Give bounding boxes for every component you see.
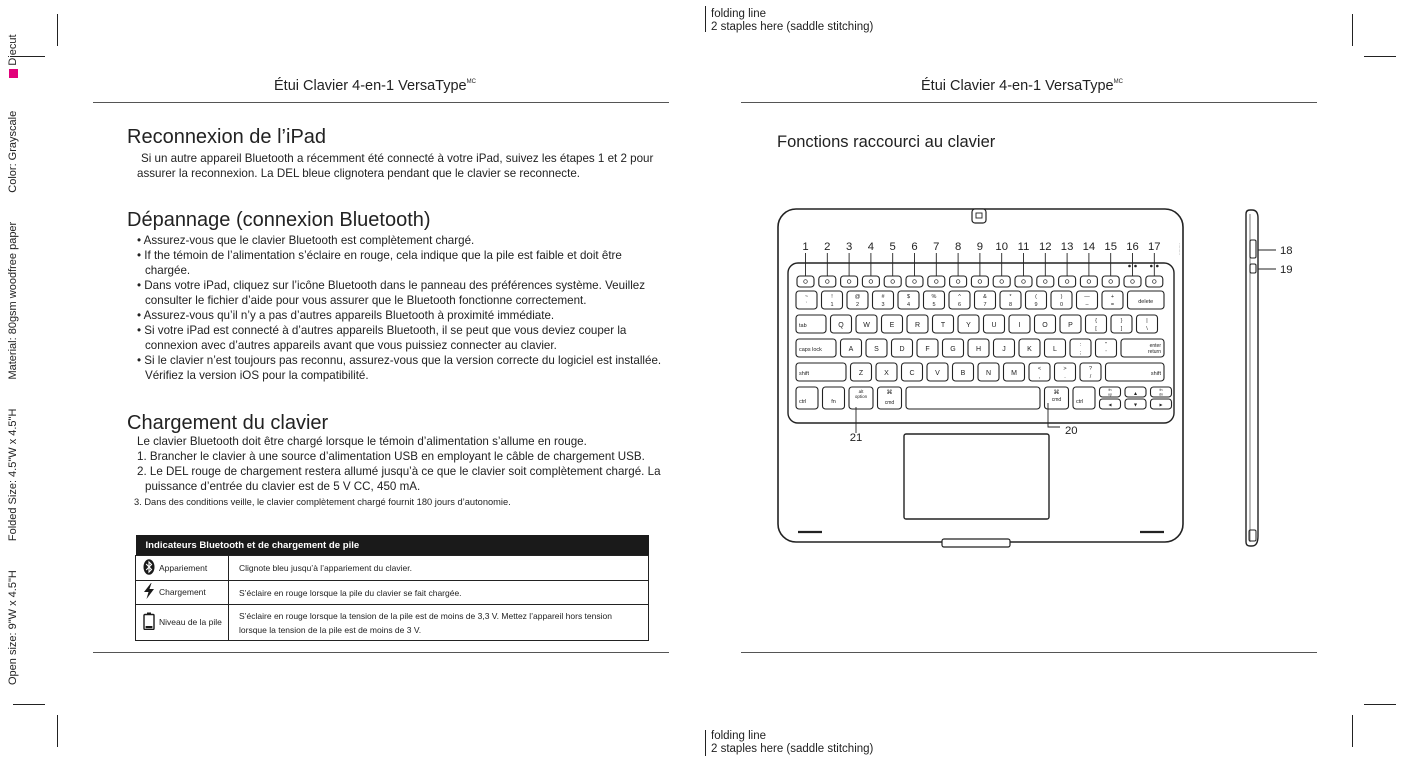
key-label-lower: – bbox=[1085, 302, 1089, 308]
side-profile bbox=[1246, 210, 1258, 546]
key-label: Q bbox=[838, 322, 844, 329]
function-key bbox=[862, 276, 879, 287]
key-label: K bbox=[1027, 346, 1032, 353]
fn-key bbox=[823, 387, 845, 409]
list-item: 3. Dans des conditions veille, le clavier complètement chargé fournit 180 jours d’autonomie. bbox=[134, 497, 511, 507]
function-key bbox=[1102, 276, 1119, 287]
callout-21: 21 bbox=[849, 432, 863, 444]
shift-key-right-label: shift bbox=[1150, 371, 1161, 377]
ctrl-key-right bbox=[1073, 387, 1095, 409]
battery-icon bbox=[142, 612, 156, 633]
return-key-label: return bbox=[1147, 349, 1161, 355]
function-key bbox=[884, 276, 901, 287]
key-label-lower: 8 bbox=[1008, 302, 1013, 308]
list-item: • If the témoin de l’alimentation s’éclaire en rouge, cela indique que la pile est faible et doit être chargée. bbox=[137, 249, 622, 277]
key-label-upper: " bbox=[1105, 342, 1107, 348]
callout-6: 6 bbox=[911, 241, 918, 253]
key-label-upper: — bbox=[1084, 294, 1090, 300]
function-key bbox=[1015, 276, 1032, 287]
color-spec: Color: Grayscale bbox=[7, 110, 19, 193]
key-label-upper: ) bbox=[1060, 294, 1063, 300]
side-profile-diagram bbox=[1236, 206, 1326, 551]
key-label-upper: > bbox=[1063, 366, 1067, 372]
crop-mark bbox=[1364, 56, 1396, 57]
fold-mark bbox=[705, 6, 706, 32]
pgdn-fn-label: fn bbox=[1159, 388, 1163, 392]
key-label-lower: \ bbox=[1146, 326, 1148, 332]
key-label: B bbox=[960, 370, 966, 377]
caps-lock-label: caps lock bbox=[799, 347, 822, 353]
callout-1: 1 bbox=[802, 241, 809, 253]
folding-line-note-bottom: folding line 2 staples here (saddle stitching) bbox=[711, 730, 874, 755]
callout-4: 4 bbox=[867, 241, 875, 253]
tab-key-label: tab bbox=[799, 323, 807, 329]
left-arrow-icon: ◂ bbox=[1108, 402, 1112, 409]
option-key-label: option bbox=[854, 394, 868, 399]
keyboard-diagram bbox=[770, 205, 1190, 550]
key-label-lower: [ bbox=[1095, 326, 1097, 332]
alt-key-label: alt bbox=[858, 389, 864, 394]
key-label-upper: # bbox=[881, 294, 885, 300]
function-key bbox=[928, 276, 945, 287]
key-label: F bbox=[925, 346, 930, 353]
crop-mark bbox=[1352, 715, 1353, 747]
charging-intro: Le clavier Bluetooth doit être chargé lorsque le témoin d’alimentation s’allume en rouge. bbox=[137, 435, 587, 448]
cmd-icon: ⌘ bbox=[886, 390, 893, 396]
callout-12: 12 bbox=[1039, 241, 1052, 253]
key-label: T bbox=[940, 322, 946, 329]
list-item: • Dans votre iPad, cliquez sur l’icône Bluetooth dans le panneau des préférences système. Veuillez consulter le fichier d’aide pour vous assurer que le Bluetooth fonctionne correctement. bbox=[137, 279, 646, 307]
key-label-upper: * bbox=[1009, 294, 1012, 300]
right-arrow-icon: ▸ bbox=[1159, 402, 1163, 409]
key-label-upper: ? bbox=[1088, 366, 1093, 372]
key-label-lower: 7 bbox=[983, 302, 987, 308]
table-row bbox=[136, 605, 649, 641]
callout-7: 7 bbox=[933, 241, 940, 253]
key-label-lower: / bbox=[1089, 374, 1092, 380]
key-label-lower: 1 bbox=[830, 302, 834, 308]
section-body-reconnexion: Si un autre appareil Bluetooth a récemment été connecté à votre iPad, suivez les étapes 1 et 2 pour assurer la reconnexion. La DEL bleue clignotera pendant que le clavier se reconnecte. bbox=[137, 152, 654, 180]
key-label-upper: } bbox=[1120, 318, 1123, 324]
key-label-upper: ~ bbox=[804, 294, 809, 300]
table-cell-text: S’éclaire en rouge lorsque la pile du clavier se fait chargée. bbox=[229, 581, 649, 605]
key-label-lower: . bbox=[1064, 374, 1066, 380]
fold-mark bbox=[705, 730, 706, 756]
ctrl-key-label: ctrl bbox=[799, 399, 807, 405]
right-running-head: Étui Clavier 4-en-1 VersaType$^{MC}$ bbox=[921, 78, 1123, 94]
key-label-upper: $ bbox=[906, 294, 911, 300]
key-label-lower: 9 bbox=[1034, 302, 1038, 308]
shift-key-label: shift bbox=[799, 371, 810, 377]
section-title-reconnexion: Reconnexion de l’iPad bbox=[127, 126, 327, 148]
charging-bolt-icon bbox=[142, 583, 156, 602]
pgdn-label: dn bbox=[1159, 392, 1163, 397]
key-label-lower: , bbox=[1038, 374, 1041, 380]
key-label: R bbox=[914, 322, 921, 329]
key-label-lower: 3 bbox=[881, 302, 885, 308]
key-label: O bbox=[1042, 322, 1048, 329]
touchpad bbox=[904, 434, 1049, 519]
crop-mark bbox=[57, 14, 58, 46]
space-bar bbox=[906, 387, 1040, 409]
key-label: Y bbox=[966, 322, 971, 329]
table-row bbox=[136, 581, 649, 605]
callout-15: 15 bbox=[1104, 241, 1117, 253]
function-key bbox=[1080, 276, 1097, 287]
callout-13: 13 bbox=[1060, 241, 1074, 253]
crop-mark bbox=[13, 704, 45, 705]
key-label-upper: % bbox=[931, 294, 937, 300]
cmd-right-icon: ⌘ bbox=[1053, 390, 1060, 396]
key-label-lower: = bbox=[1110, 302, 1115, 308]
key-label-upper: ( bbox=[1035, 294, 1037, 300]
camera-tab-icon bbox=[972, 209, 986, 223]
callout-3: 3 bbox=[845, 241, 853, 253]
page-title: Fonctions raccourci au clavier bbox=[777, 133, 996, 151]
table-cell-text: Clignote bleu jusqu’à l’appariement du clavier. bbox=[229, 556, 649, 581]
key-label-lower: ` bbox=[805, 302, 808, 308]
function-key bbox=[1037, 276, 1054, 287]
function-key bbox=[1146, 276, 1163, 287]
list-item: 2. Le DEL rouge de chargement restera allumé jusqu’à ce que le clavier soit complètement chargé. La puissance d’entrée du clavier est de 5 V CC, 450 mA. bbox=[137, 465, 661, 493]
section-title-depannage: Dépannage (connexion Bluetooth) bbox=[127, 209, 431, 231]
function-key bbox=[971, 276, 988, 287]
open-size: Open size: 9"W x 4.5"H bbox=[7, 570, 19, 685]
function-key bbox=[1059, 276, 1076, 287]
crop-mark bbox=[1352, 14, 1353, 46]
key-label-lower: 6 bbox=[957, 302, 962, 308]
key-label: C bbox=[909, 370, 915, 377]
left-header-rule bbox=[93, 102, 669, 103]
key-label-lower: 2 bbox=[855, 302, 860, 308]
callout-17: 17 bbox=[1148, 241, 1161, 253]
key-label-upper: | bbox=[1146, 318, 1148, 324]
callout-10: 10 bbox=[995, 241, 1008, 253]
indicator-led-icon bbox=[1150, 265, 1153, 268]
indicator-led-icon bbox=[1128, 265, 1131, 268]
power-switch-icon bbox=[1250, 264, 1256, 273]
key-label-lower: ; bbox=[1079, 350, 1082, 356]
delete-key-label: delete bbox=[1138, 299, 1154, 305]
key-label: N bbox=[985, 370, 992, 377]
key-label: D bbox=[899, 346, 905, 353]
ctrl-right-label: ctrl bbox=[1076, 399, 1084, 405]
callout-20: 20 bbox=[1065, 425, 1078, 437]
up-arrow-icon: ▴ bbox=[1133, 391, 1138, 397]
function-key bbox=[797, 276, 814, 287]
function-key bbox=[841, 276, 858, 287]
hinge bbox=[942, 539, 1010, 547]
function-key bbox=[1124, 276, 1141, 287]
function-key bbox=[950, 276, 967, 287]
pgup-fn-label: fn bbox=[1108, 388, 1112, 392]
key-label-upper: & bbox=[983, 294, 987, 300]
list-item: 1. Brancher le clavier à une source d’alimentation USB en employant le câble de chargement USB. bbox=[137, 450, 645, 463]
table-cell-label: Chargement bbox=[136, 581, 229, 605]
bluetooth-icon bbox=[142, 559, 156, 578]
key-label: A bbox=[848, 346, 854, 353]
callout-2: 2 bbox=[824, 241, 831, 253]
enter-key-label: enter bbox=[1149, 343, 1161, 349]
ctrl-key bbox=[796, 387, 818, 409]
list-item: • Si votre iPad est connecté à d’autres appareils Bluetooth, il se peut que vous deviez couper la connexion avec d’autres appareils avant que vous puissiez connecter au clavier. bbox=[137, 324, 627, 352]
section-title-chargement: Chargement du clavier bbox=[127, 412, 329, 434]
left-running-head: Étui Clavier 4-en-1 VersaType$^{MC}$ bbox=[274, 78, 476, 94]
key-label: G bbox=[950, 346, 956, 353]
table-row bbox=[136, 556, 649, 581]
callout-14: 14 bbox=[1082, 241, 1096, 253]
material: Material: 80gsm woodfree paper bbox=[7, 221, 19, 380]
folding-line-note-top: folding line 2 staples here (saddle stitching) bbox=[711, 8, 874, 33]
table-header: Indicateurs Bluetooth et de chargement de pile bbox=[136, 535, 649, 556]
key-label: X bbox=[884, 370, 889, 377]
key-label: P bbox=[1068, 322, 1073, 329]
crop-mark bbox=[1364, 704, 1396, 705]
diecut-swatch bbox=[9, 69, 18, 78]
fn-key-label: fn bbox=[831, 399, 836, 405]
key-label-lower: 5 bbox=[932, 302, 936, 308]
key-label-upper: ^ bbox=[958, 294, 961, 300]
callout-18: 18 bbox=[1280, 245, 1293, 257]
indicator-led-icon bbox=[1156, 265, 1159, 268]
pgup-label: up bbox=[1108, 392, 1112, 397]
diecut-label: Diecut bbox=[7, 34, 19, 81]
function-key bbox=[906, 276, 923, 287]
key-label: Z bbox=[858, 370, 864, 377]
key-label: S bbox=[874, 346, 879, 353]
key-label: L bbox=[1053, 346, 1057, 353]
key-label: W bbox=[863, 322, 870, 329]
folded-size: Folded Size: 4.5"W x 4.5"H bbox=[7, 408, 19, 542]
key-label: H bbox=[975, 346, 982, 353]
function-key bbox=[819, 276, 836, 287]
cmd-right-label: cmd bbox=[1051, 397, 1062, 403]
callout-19: 19 bbox=[1280, 264, 1293, 276]
right-footer-rule bbox=[741, 652, 1317, 653]
key-label-lower: ] bbox=[1120, 326, 1123, 332]
key-label-lower: 0 bbox=[1059, 302, 1064, 308]
list-item: • Assurez-vous que le clavier Bluetooth est complètement chargé. bbox=[137, 234, 475, 247]
table-cell-text: S’éclaire en rouge lorsque la tension de la pile est de moins de 3,3 V. Mettez l’appareil hors tension lorsque la tension de la pile est de moins de 3 V. bbox=[229, 605, 649, 641]
troubleshooting-list bbox=[137, 233, 663, 383]
key-label: I bbox=[1018, 322, 1021, 329]
function-key bbox=[993, 276, 1010, 287]
key-label: J bbox=[1002, 346, 1006, 353]
table-cell-label: Appariement bbox=[136, 556, 229, 581]
key-label-upper: ! bbox=[831, 294, 833, 300]
crop-mark bbox=[57, 715, 58, 747]
list-item: • Si le clavier n’est toujours pas reconnu, assurez-vous que la version correcte du logiciel est installée. Vérifiez la version iOS pour la compatibilité. bbox=[137, 354, 662, 382]
right-header-rule bbox=[741, 102, 1317, 103]
left-footer-rule bbox=[93, 652, 669, 653]
key-label-lower: 4 bbox=[906, 302, 911, 308]
key-label: E bbox=[889, 322, 895, 329]
table-cell-label: Niveau de la pile bbox=[136, 605, 229, 641]
key-label-upper: : bbox=[1079, 342, 1082, 348]
indicator-table bbox=[135, 535, 649, 641]
callout-16: 16 bbox=[1126, 241, 1139, 253]
key-label-upper: @ bbox=[854, 294, 861, 300]
charging-port-icon bbox=[1250, 240, 1256, 258]
callout-8: 8 bbox=[954, 241, 962, 253]
cmd-key-label: cmd bbox=[884, 400, 895, 406]
key-label: V bbox=[935, 370, 940, 377]
key-label-upper: + bbox=[1110, 294, 1115, 300]
charging-instructions bbox=[134, 434, 663, 510]
key-label-upper: { bbox=[1095, 318, 1097, 324]
callout-5: 5 bbox=[889, 241, 896, 253]
key-label: U bbox=[991, 322, 997, 329]
key-label: M bbox=[1011, 370, 1017, 377]
callout-11: 11 bbox=[1017, 241, 1030, 253]
list-item: • Assurez-vous qu’il n’y a pas d’autres appareils Bluetooth à proximité immédiate. bbox=[137, 309, 555, 322]
svg-text:·········: ········· bbox=[1177, 243, 1182, 255]
key-label-upper: < bbox=[1037, 366, 1042, 372]
callout-9: 9 bbox=[976, 241, 984, 253]
indicator-led-icon bbox=[1134, 265, 1137, 268]
down-arrow-icon: ▾ bbox=[1133, 402, 1138, 409]
key-label-lower: ' bbox=[1105, 350, 1107, 356]
